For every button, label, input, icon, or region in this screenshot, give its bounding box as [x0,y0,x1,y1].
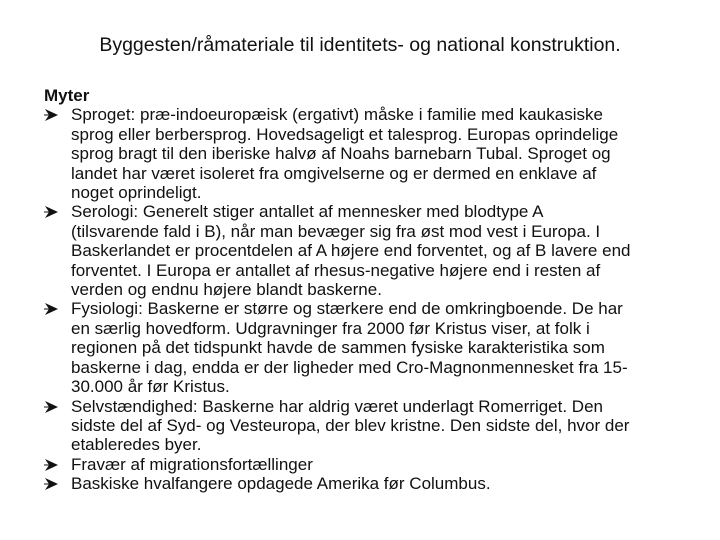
bullet-text-line: en særlig hovedform. Udgravninger fra 2000 før Kristus viser, at folk i [71,318,590,338]
bullet-text-line: 30.000 år før Kristus. [71,377,230,397]
bullet-text-line: baskerne i dag, endda er der ligheder med Cro-Magnonmennesket fra 15- [71,357,628,377]
bullet-item [44,299,684,396]
bullet-text-line: (tilsvarende fald i B), når man bevæger sig fra øst mod vest i Europa. I [71,221,601,241]
bullet-text-line: etableredes byer. [71,435,202,455]
bullet-text-line: noget oprindeligt. [71,183,202,203]
arrow-bullet-icon [44,455,64,471]
bullet-text-line: forventet. I Europa er antallet af rhesus-negative højere end i resten af [71,260,601,280]
bullet-item [44,474,684,493]
arrow-bullet-icon [44,397,64,413]
arrow-bullet-icon [44,474,64,490]
bullet-text-line: sidste del af Syd- og Vesteuropa, der blev kristne. Den sidste del, hvor der [71,415,630,435]
bullet-item [44,202,684,299]
bullet-text-line: sprog eller berbersprog. Hovedsageligt et talesprog. Europas oprindelige [71,124,619,144]
bullet-text-line: verden og endnu højere blandt baskerne. [71,280,382,300]
arrow-bullet-icon [44,202,64,218]
bullet-item [44,397,684,455]
bullet-text-line: Fravær af migrationsfortællinger [71,454,313,474]
bullet-text-line: Baskerlandet er procentdelen af A højere end forventet, og af B lavere end [71,241,631,261]
bullet-text-line: regionen på det tidspunkt havde de sammen fysiske karakteristika som [71,338,605,358]
section-heading: Myter [44,86,90,105]
arrow-bullet-icon [44,299,64,315]
bullet-list [44,105,684,493]
bullet-text-line: sprog bragt til den iberiske halvø af Noahs barnebarn Tubal. Sproget og [71,144,611,164]
arrow-bullet-icon [44,105,64,121]
bullet-text-line: Selvstændighed: Baskerne har aldrig været underlagt Romerriget. Den [71,396,603,416]
slide-title: Byggesten/råmateriale til identitets- og national konstruktion. [99,34,621,56]
bullet-text-line: Serologi: Generelt stiger antallet af mennesker med blodtype A [71,202,544,222]
slide-content [44,86,684,494]
bullet-item [44,455,684,474]
bullet-item [44,105,684,202]
bullet-text-line: Baskiske hvalfangere opdagede Amerika før Columbus. [71,474,491,494]
bullet-text-line: Sproget: præ-indoeuropæisk (ergativt) måske i familie med kaukasiske [71,105,603,125]
bullet-text-line: Fysiologi: Baskerne er større og stærkere end de omkringboende. De har [71,299,623,319]
bullet-text-line: landet har været isoleret fra omgivelserne og er dermed en enklave af [71,163,597,183]
